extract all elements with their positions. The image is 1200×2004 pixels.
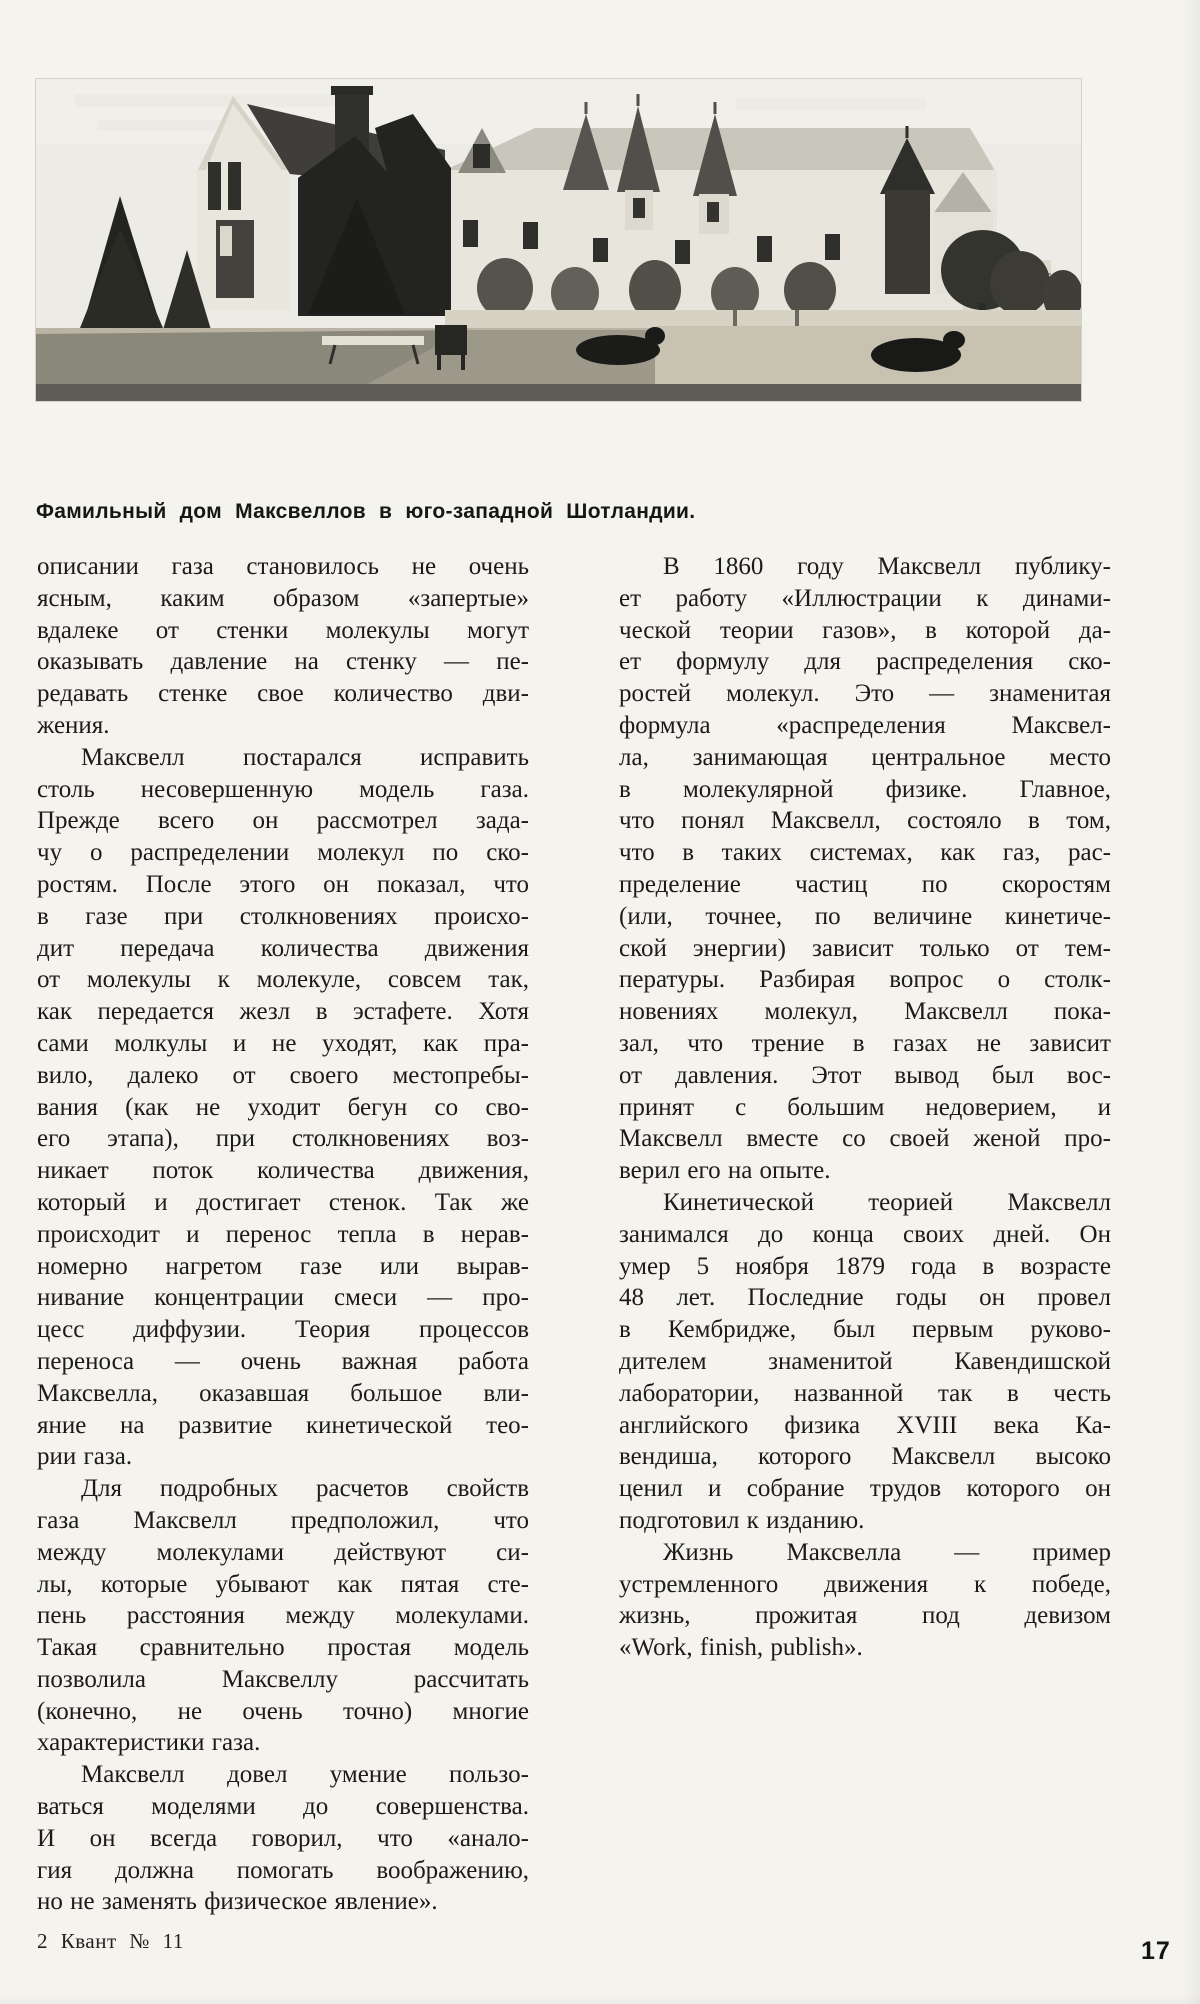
text-line: который и достигает стенок. Так же xyxy=(37,1188,529,1216)
text-line: от молекулы к молекуле, совсем так, xyxy=(37,966,529,994)
text-line: лаборатории, названной так в честь xyxy=(619,1379,1111,1407)
text-line: но не заменять физическое явление». xyxy=(37,1888,438,1916)
text-line: как передается жезл в эстафете. Хотя xyxy=(37,998,529,1026)
text-line: Максвелла, оказавшая большое вли- xyxy=(37,1379,529,1407)
text-line: ет работу «Иллюстрации к динами- xyxy=(619,584,1111,612)
text-line: ясным, каким образом «запертые» xyxy=(37,584,529,612)
text-line: никает поток количества движения, xyxy=(37,1157,529,1185)
text-line: что в таких системах, как газ, рас- xyxy=(619,839,1111,867)
text-line: переноса — очень важная работа xyxy=(37,1347,529,1375)
text-line: что понял Максвелл, состояло в том, xyxy=(619,807,1111,835)
text-line: характеристики газа. xyxy=(37,1729,261,1757)
text-line: рии газа. xyxy=(37,1443,133,1471)
page-number: 17 xyxy=(1141,1937,1171,1965)
text-line: вдалеке от стенки молекулы могут xyxy=(37,616,529,644)
text-line: «Work, finish, publish». xyxy=(619,1634,863,1662)
text-line: Жизнь Максвелла — пример xyxy=(663,1538,1111,1566)
text-line: дит передача количества движения xyxy=(37,934,529,962)
issue-imprint: 2 Квант № 11 xyxy=(37,1929,184,1953)
text-line: (конечно, не очень точно) многие xyxy=(37,1697,529,1725)
text-line: лы, которые убывают как пятая сте- xyxy=(37,1570,529,1598)
text-line: редавать стенке свое количество дви- xyxy=(37,680,529,708)
text-line: газа Максвелл предположил, что xyxy=(37,1506,529,1534)
text-line: принят с большим недоверием, и xyxy=(619,1093,1111,1121)
text-line: ростей молекул. Это — знаменитая xyxy=(619,680,1111,708)
text-line: оказывать давление на стенку — пе- xyxy=(37,648,529,676)
text-line: происходит и перенос тепла в нерав- xyxy=(37,1220,529,1248)
text-line: пределение частиц по скоростям xyxy=(619,870,1111,898)
text-line: Такая сравнительно простая модель xyxy=(37,1634,529,1662)
text-line: занимался до конца своих дней. Он xyxy=(619,1220,1111,1248)
paragraph xyxy=(37,1473,529,1759)
text-line: чу о распределении молекул по ско- xyxy=(37,839,529,867)
text-line: номерно нагретом газе или вырав- xyxy=(37,1252,529,1280)
text-line: цесс диффузии. Теория процессов xyxy=(37,1316,529,1344)
text-line: Максвелл постарался исправить xyxy=(81,743,529,771)
text-line: новениях молекул, Максвелл пока- xyxy=(619,998,1111,1026)
text-line: нивание концентрации смеси — про- xyxy=(37,1284,529,1312)
text-line: ваться моделями до совершенства. xyxy=(37,1793,529,1821)
text-column-right xyxy=(619,551,1111,1923)
text-line: Для подробных расчетов свойств xyxy=(81,1475,529,1503)
paragraph xyxy=(37,1759,529,1918)
text-line: пень расстояния между молекулами. xyxy=(37,1602,529,1630)
text-line: подготовил к изданию. xyxy=(619,1506,865,1534)
text-line: формула «распределения Максвел- xyxy=(619,711,1111,739)
text-line: столь несовершенную модель газа. xyxy=(37,775,529,803)
text-line: в газе при столкновениях происхо- xyxy=(37,902,529,930)
text-line: жения. xyxy=(37,711,110,739)
text-line: жизнь, прожитая под девизом xyxy=(619,1602,1111,1630)
text-line: (или, точнее, по величине кинетиче- xyxy=(619,902,1111,930)
text-line: зал, что трение в газах не зависит xyxy=(619,1029,1111,1057)
text-line: яние на развитие кинетической тео- xyxy=(37,1411,529,1439)
text-line: Максвелл довел умение пользо- xyxy=(81,1761,529,1789)
text-line: ростям. После этого он показал, что xyxy=(37,870,529,898)
text-line: умер 5 ноября 1879 года в возрасте xyxy=(619,1252,1111,1280)
text-line: в Кембридже, был первым руково- xyxy=(619,1316,1111,1344)
text-line: ской энергии) зависит только от тем- xyxy=(619,934,1111,962)
text-line: ет формулу для распределения ско- xyxy=(619,648,1111,676)
text-line: пературы. Разбирая вопрос о столк- xyxy=(619,966,1111,994)
text-line: Прежде всего он рассмотрел зада- xyxy=(37,807,529,835)
paragraph xyxy=(37,742,529,1473)
text-line: вендиша, которого Максвелл высоко xyxy=(619,1443,1111,1471)
text-line: описании газа становилось не очень xyxy=(37,553,529,580)
text-line: Кинетической теорией Максвелл xyxy=(663,1188,1111,1216)
paragraph xyxy=(619,1537,1111,1664)
text-line: гия должна помогать воображению, xyxy=(37,1856,529,1884)
text-line: в молекулярной физике. Главное, xyxy=(619,775,1111,803)
text-line: 48 лет. Последние годы он провел xyxy=(619,1284,1111,1312)
text-line: английского физика XVIII века Ка- xyxy=(619,1411,1111,1439)
text-column-left xyxy=(37,551,529,1923)
text-line: вило, далеко от своего местопребы- xyxy=(37,1061,529,1089)
text-line: между молекулами действуют си- xyxy=(37,1538,529,1566)
text-line: устремленного движения к победе, xyxy=(619,1570,1111,1598)
text-line: его этапа), при столкновениях воз- xyxy=(37,1125,529,1153)
text-line: позволила Максвеллу рассчитать xyxy=(37,1665,529,1693)
photo-caption: Фамильный дом Максвеллов в юго-западной Шотландии. xyxy=(36,500,696,523)
paragraph xyxy=(37,551,529,742)
text-line: Максвелл вместе со своей женой про- xyxy=(619,1125,1111,1153)
family-home-photo-canvas xyxy=(35,78,1082,402)
text-line: В 1860 году Максвелл публику- xyxy=(663,553,1111,580)
text-line: ценил и собрание трудов которого он xyxy=(619,1475,1111,1503)
paragraph xyxy=(619,551,1111,1187)
text-line: дителем знаменитой Кавендишской xyxy=(619,1347,1111,1375)
text-line: верил его на опыте. xyxy=(619,1157,831,1185)
paragraph xyxy=(619,1187,1111,1537)
text-line: ла, занимающая центральное место xyxy=(619,743,1111,771)
text-line: ческой теории газов», в которой да- xyxy=(619,616,1111,644)
text-line: сами молкулы и не уходят, как пра- xyxy=(37,1029,529,1057)
text-line: И он всегда говорил, что «анало- xyxy=(37,1824,529,1852)
text-line: вания (как не уходит бегун со сво- xyxy=(37,1093,529,1121)
text-line: от давления. Этот вывод был вос- xyxy=(619,1061,1111,1089)
family-home-photo xyxy=(35,78,1082,402)
